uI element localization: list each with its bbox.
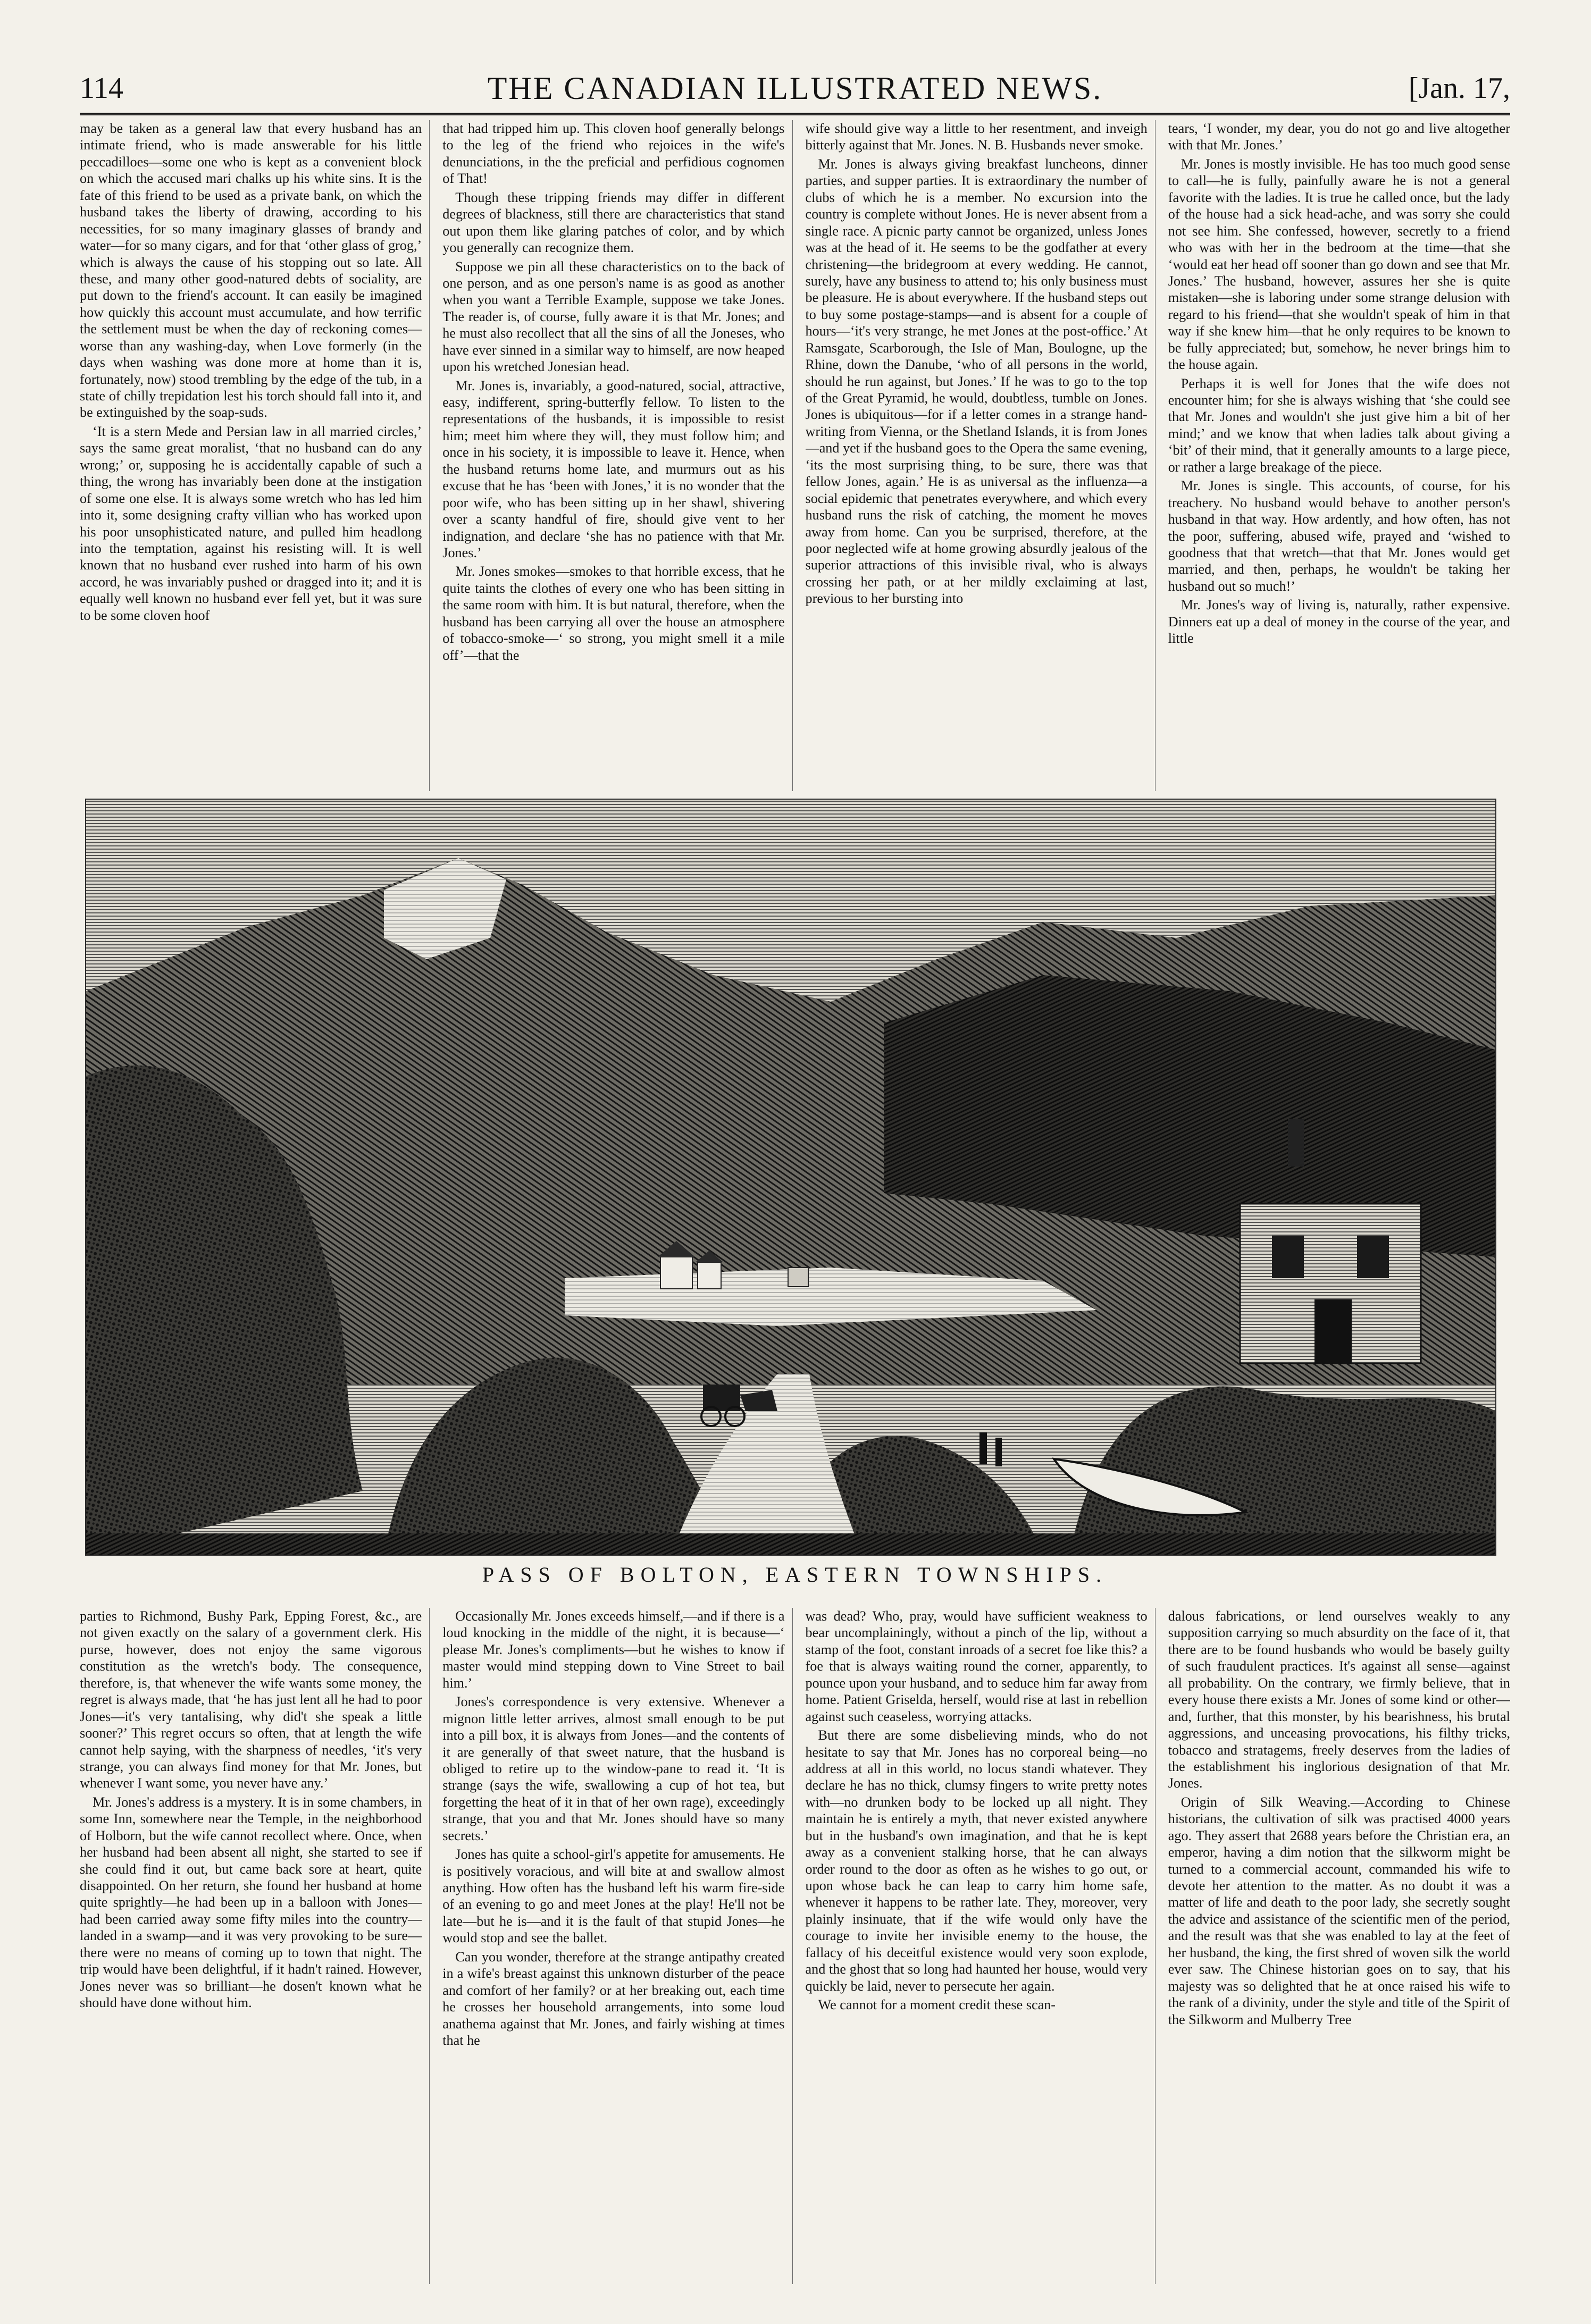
issue-date: [Jan. 17, bbox=[1408, 72, 1510, 105]
paragraph: Can you wonder, therefore at the strange antipathy created in a wife's breast against this unknown disturber of the peace and comfort of her family? or at her breaking out, each time he crosses her household arrangements, into some loud anathema against that Mr. Jones, and fairly wishing at times that he bbox=[442, 1949, 785, 2048]
article-column-5 bbox=[80, 1608, 430, 2284]
paragraph: Mr. Jones's way of living is, naturally, rather expensive. Dinners eat up a deal of money in the course of the year, and little bbox=[1168, 597, 1510, 647]
paragraph: Mr. Jones smokes—smokes to that horrible excess, that he quite taints the clothes of every one who has been sitting in the same room with him. It is but natural, therefore, when the husband has been carrying all over the house an atmosphere of tobacco-smoke—‘ so strong, you might smell it a mile off’—that the bbox=[442, 564, 785, 663]
paragraph: Mr. Jones is mostly invisible. He has too much good sense to call—he is fully, painfully aware he is not a general favorite with the ladies. It is true he called once, but the lady of the house had a sick head-ache, and was sorry she could not see him. She confessed, however, secretly to a friend who was with her in the bedroom at the time—that she ‘would eat her head off sooner than go down and see that Mr. Jones.’ The husband, however, assures her she is quite mistaken—she is laboring under some strange delusion with regard to his friend—that she wouldn't speak of him in that way if she knew him—that he only requires to be known to be fully appreciated; but, somehow, he never brings him to the house again. bbox=[1168, 156, 1510, 373]
article-column-6 bbox=[442, 1608, 792, 2284]
bottom-columns bbox=[80, 1608, 1510, 2284]
paragraph: Mr. Jones is, invariably, a good-natured, social, attractive, easy, indifferent, spring-butterfly fellow. To listen to the representations of the husbands, it is impossible to resist him; meet him where they will, they must follow him; and once in his society, it is impossible to leave it. Hence, when the husband returns home late, and murmurs out as his excuse that he has ‘been with Jones,’ it is no wonder that the poor wife, who has been sitting up in her shawl, shivering over a scanty handful of fire, should give vent to her indignation, and declare ‘she has no patience with that Mr. Jones.’ bbox=[442, 377, 785, 560]
article-column-1 bbox=[80, 120, 430, 791]
paragraph: Jones has quite a school-girl's appetite for amusements. He is positively voracious, and will bite at and swallow almost anything. How often has the husband left his warm fire-side of an evening to go and meet Jones at the play! He'll not be late—but he is—and it is the fault of that stupid Jones—he would stop and see the ballet. bbox=[442, 1847, 785, 1946]
paragraph: Suppose we pin all these characteristics on to the back of one person, and as one person's name is as good as another when you want a Terrible Example, suppose we take Jones. The reader is, of course, fully aware it is that Mr. Jones; and he must also recollect that all the sins of all the Joneses, who have ever sinned in a similar way to himself, are now heaped upon his wretched Jonesian head. bbox=[442, 258, 785, 375]
article-column-7 bbox=[806, 1608, 1155, 2284]
paragraph: We cannot for a moment credit these scan- bbox=[818, 1997, 1056, 2013]
landscape-engraving bbox=[85, 799, 1496, 1556]
paragraph: dalous fabrications, or lend ourselves weakly to any supposition carrying so much absurdity on the face of it, that there are to be found husbands who would be basely guilty of such fraudulent practices. It's against all sense—against all probability. On the contrary, we firmly believe, that in every house there exists a Mr. Jones of some kind or other—and, further, that this monster, by his bearishness, his brutal aggressions, and unceasing provocations, his filthy tricks, tobacco and stratagems, freely deserves from the ladies of the establishment his inglorious designation of that Mr. Jones. bbox=[1168, 1608, 1510, 1791]
top-columns bbox=[80, 120, 1510, 791]
paragraph: wife should give way a little to her resentment, and inveigh bitterly against that Mr. Jones. N. B. Husbands never smoke. bbox=[805, 121, 1148, 153]
paragraph: was dead? Who, pray, would have sufficient weakness to bear uncomplainingly, without a pinch of the lip, without a stamp of the foot, constant inroads of a secret foe like this? a foe that is always waiting round the corner, apparently, to pounce upon your husband, and to seduce him far away from home. Patient Griselda, herself, would rise at last in rebellion against such ceaseless, worrying attacks. bbox=[805, 1608, 1148, 1724]
standing-figure bbox=[995, 1438, 1002, 1466]
silk-weaving-paragraph: Origin of Silk Weaving.—According to Chinese historians, the cultivation of silk was practised 4000 years ago. They assert that 2688 years before the Christian era, an emperor, having a dim notion that the silkworm might be turned to a commercial account, commanded his wife to devote her attention to the matter. As no doubt it was a matter of life and death to the poor lady, she secretly sought the advice and assistance of the scientific men of the period, and the result was that she was enabled to lay at the feet of her husband, the king, the first shred of woven silk the world ever saw. The Chinese historian goes on to say, that his majesty was so delighted that he at once raised his wife to the rank of a divinity, under the style and title of the Spirit of the Silkworm and Mulberry Tree bbox=[1168, 1794, 1510, 2027]
paragraph: Though these tripping friends may differ in different degrees of blackness, still there are characteristics that stand out upon them like glaring patches of color, and by which you generally can recognize them. bbox=[442, 189, 785, 256]
paragraph: that had tripped him up. This cloven hoof generally belongs to the leg of the friend who rejoices in the wife's denunciations, in the the preficial and perfidious cognomen of That! bbox=[442, 121, 785, 187]
article-column-3 bbox=[806, 120, 1155, 791]
page-number: 114 bbox=[80, 72, 123, 105]
paragraph: Mr. Jones is single. This accounts, of course, for his treachery. No husband would behave to another person's husband in that way. How ardently, and how often, has not the poor, suffering, abused wife, prayed and ‘wished to goodness that that wretch—that that Mr. Jones would get married, and then, perhaps, he wouldn't be taking her husband out so much!’ bbox=[1168, 478, 1510, 594]
standing-figure bbox=[979, 1432, 987, 1464]
article-column-4 bbox=[1168, 120, 1510, 791]
paragraph: parties to Richmond, Bushy Park, Epping Forest, &c., are not given exactly on the salary of a government clerk. His purse, however, does not enjoy the same vigorous constitution as the wretch's body. The consequence, therefore, is, that whenever the wife wants some money, the regret is always made, that ‘he has just lent all he had to poor Jones—it's very tantalising, why did't she speak a little sooner?’ This regret occurs so often, that at length the wife cannot help saying, with the sharpness of needles, ‘it's very strange, you can always find money for that Mr. Jones, but whenever I want some, you never have any.’ bbox=[80, 1608, 422, 1791]
masthead bbox=[80, 68, 1510, 115]
paragraph: Mr. Jones's address is a mystery. It is in some chambers, in some Inn, somewhere near the Temple, in the neighborhood of Holborn, but the wife cannot recollect where. Once, when her husband had been absent all night, she started to see if she could find it out, but came back sore at heart, quite disappointed. On her return, she found her husband at home quite sprightly—he had been up in a balloon with Jones—had been carried away some fifty miles into the country—landed in a swamp—and it was very provoking to be sure—there were no means of coming up to town that night. The trip would have been delightful, if it hadn't rained. However, Jones never was so brilliant—he dosen't known what he should have done without him. bbox=[80, 1794, 422, 2011]
paragraph: may be taken as a general law that every husband has an intimate friend, who is made answerable for his little peccadilloes—some one who is kept as a convenient block on which the accused mari chalks up his white sins. It is the fate of this friend to be used as a private bank, on which the husband takes the liberty of drawing, according to his necessities, for so many imaginary glasses of brandy and water—for so many cigars, and for that ‘other glass of grog,’ which is always the cause of his stopping out so late. All these, and many other good-natured debts of sociality, are put down to the friend's account. It can easily be imagined how quickly this account must accumulate, and how terrific the settlement must be when the day of reckoning comes—worse than any washing-day, when Love formerly (in the days when washing was done more at home than it is, fortunately, now) stood trembling by the edge of the tub, in a state of chilly trepidation lest his torch should fall into it, and be extinguished by the soap-suds. bbox=[80, 121, 422, 421]
article-column-8 bbox=[1168, 1608, 1510, 2284]
paragraph: But there are some disbelieving minds, who do not hesitate to say that Mr. Jones has no corporeal being—no address at all in this world, no locus standi whatever. They declare he has no thick, clumsy fingers to write pretty notes with—no drunken body to be locked up all night. They maintain he is entirely a myth, that never existed anywhere but in the husband's own imagination, and that he is kept away as a convenient stalking horse, that he can always order round to the door as often as he wishes to go out, or upon whose back he can leap to carry him home safe, whenever it happens to be rather late. They, moreover, very plainly insinuate, that if the wife would only have the courage to invite her invisible enemy to the house, the fallacy of his deceitful existence would very soon explode, and the ghost that so long had haunted her house, would very quickly be laid, never to persecute her again. bbox=[805, 1727, 1148, 1994]
paragraph: Mr. Jones is always giving breakfast luncheons, dinner parties, and supper parties. It is extraordinary the number of clubs of which he is a member. No excursion into the country is complete without Jones. He is never absent from a single race. A picnic party cannot be organized, unless Jones was at the head of it. He seems to be the godfather at every christening—the bridegroom at every wedding. He cannot, surely, have any business to attend to; his only business must be pleasure. He is about everywhere. If the husband steps out to buy some postage-stamps—and is absent for a couple of hours—‘it's very strange, he met Jones at the post-office.’ At Ramsgate, Scarborough, the Isle of Man, Boulogne, up the Rhine, down the Danube, ‘who of all persons in the world, should he run against, but Jones.’ If he was to go to the top of the Great Pyramid, he would, doubtless, tumble on Jones. Jones is ubiquitous—for if a letter comes in a strange hand-writing from Vienna, or the Shetland Islands, it is from Jones—and yet if the husband goes to the Opera the same evening, ‘its the most surprising thing, to be sure, there was that fellow Jones, again.’ He is as universal as the influenza—a social epidemic that penetrates everywhere, and which every husband runs the risk of catching, the moment he moves away from home. Can you be surprised, therefore, at the poor neglected wife at home growing absurdly jealous of the superior attractions of this invisible rival, who is always crossing her path, or at her mildly exclaiming at last, previous to her bursting into bbox=[805, 156, 1148, 607]
paragraph: Occasionally Mr. Jones exceeds himself,—and if there is a loud knocking in the middle of the night, it is because—‘ please Mr. Jones's compliments—but he wishes to know if master would mind stepping down to Vine Street to bail him.’ bbox=[442, 1608, 785, 1691]
paragraph: ‘It is a stern Mede and Persian law in all married circles,’ says the same great moralist, ‘that no husband can do any wrong;’ or, supposing he is accidentally capable of such a thing, the wrong has invariably been done at the instigation of some one else. It is always some wretch who has led him into it, some designing crafty villian who has worked upon his poor unsophisticated nature, and pulled him headlong into the temptation, against his resisting will. It is well known that no husband ever rushed into harm of his own accord, he was invariably pushed or dragged into it; and it is equally well known no husband ever fell yet, but it was sure to be some cloven hoof bbox=[80, 423, 422, 623]
paragraph: Perhaps it is well for Jones that the wife does not encounter him; for she is always wishing that ‘she could see that Mr. Jones and wouldn't she just give him a bit of her mind;’ and we know that when ladies talk about giving a ‘bit’ of their mind, that it generally amounts to a large piece, or rather a large breakage of the piece. bbox=[1168, 375, 1510, 475]
newspaper-title: THE CANADIAN ILLUSTRATED NEWS. bbox=[487, 71, 1103, 106]
illustration-caption: PASS OF BOLTON, EASTERN TOWNSHIPS. bbox=[482, 1563, 1108, 1587]
paragraph: Jones's correspondence is very extensive. Whenever a mignon little letter arrives, almost small enough to be put into a pill box, it is always from Jones—and the contents of it are generally of that sweet nature, that the husband is obliged to retire up to the window-pane to read it. ‘It is strange (says the wife, swallowing a cup of hot tea, but forgetting the heat of it in that of her own rage), exceedingly strange, that you and that Mr. Jones should have so many secrets.’ bbox=[442, 1694, 785, 1843]
paragraph: tears, ‘I wonder, my dear, you do not go and live altogether with that Mr. Jones.’ bbox=[1168, 121, 1510, 153]
article-column-2 bbox=[442, 120, 792, 791]
